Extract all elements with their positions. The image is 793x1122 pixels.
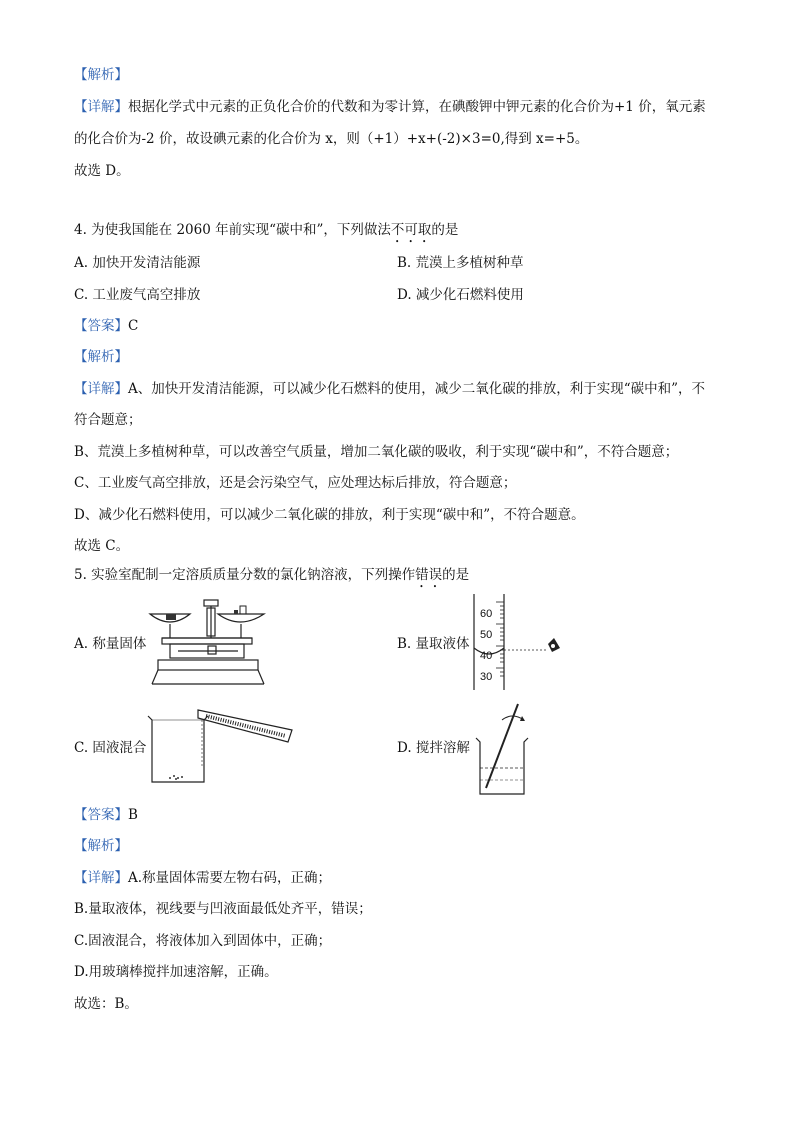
question-5-stem [74,565,469,591]
balance-scale-figure [148,598,268,688]
detail-text: 根据化学式中元素的正负化合价的代数和为零计算，在碘酸钾中钾元素的化合价为+1 价，氧元素 [128,99,706,115]
cylinder-mark-40: 40 [480,650,493,662]
q4-detail-d: D、减少化石燃料使用，可以减少二氧化碳的排放，利于实现“碳中和”，不符合题意。 [74,507,585,523]
q4-option-b: B. 荒漠上多植树种草 [397,255,524,271]
stem-text-end: 的是 [442,567,470,583]
solid-liquid-mixing-figure [146,706,298,786]
solid-on-right-pan [240,606,246,614]
q5-option-c-label: C. 固液混合 [74,740,147,756]
q4-option-c: C. 工业废气高空排放 [74,287,201,303]
q5-detail-c: C.固液混合，将液体加入到固体中，正确； [74,933,332,949]
q5-detail-a [74,868,331,888]
stem-emphasis: 不可取 [390,222,432,238]
answer-tag: 【答案】 [74,318,128,334]
stirring-dissolving-figure [472,698,542,798]
q5-answer [74,805,138,825]
eye-icon [548,638,560,652]
q4-option-d: D. 减少化石燃料使用 [397,287,524,303]
analysis-heading: 【解析】 [74,67,128,83]
detail-tag: 【详解】 [74,870,128,886]
stem-text-end: 的是 [431,222,459,238]
stem-emphasis: 错误 [415,567,443,583]
detail-paragraph [74,97,706,117]
detail-text: A.称量固体需要左物右码，正确； [128,870,332,886]
graduated-cylinder-figure [470,592,570,692]
stem-text: 4. 为使我国能在 2060 年前实现“碳中和”，下列做法 [74,222,391,238]
q5-option-b-label: B. 量取液体 [397,636,470,652]
tilted-test-tube [198,710,292,742]
solid-at-bottom [169,775,183,780]
stem-text: 5. 实验室配制一定溶质质量分数的氯化钠溶液，下列操作 [74,567,416,583]
cylinder-mark-50: 50 [480,629,493,641]
q5-option-d-label: D. 搅拌溶解 [397,740,470,756]
q4-detail-a [74,379,705,399]
q5-option-a-label: A. 称量固体 [74,636,147,652]
answer-value: B [128,807,138,823]
conclusion: 故选 D。 [74,163,130,179]
answer-tag: 【答案】 [74,807,128,823]
glass-rod [486,704,518,788]
weight-on-left-pan [166,614,176,620]
detail-text: A、加快开发清洁能源，可以减少化石燃料的使用，减少二氧化碳的排放，利于实现“碳中和”，不 [128,381,706,397]
answer-value: C [128,318,139,334]
q4-answer [74,316,138,336]
q5-analysis-heading: 【解析】 [74,838,128,854]
q4-analysis-heading: 【解析】 [74,349,128,365]
detail-tag: 【详解】 [74,99,128,115]
q4-detail-a-cont: 符合题意； [74,412,142,428]
question-4-stem [74,220,458,246]
q4-conclusion: 故选 C。 [74,538,130,554]
cylinder-mark-60: 60 [480,608,493,620]
detail-tag: 【详解】 [74,381,128,397]
q4-option-a: A. 加快开发清洁能源 [74,255,201,271]
q4-detail-b: B、荒漠上多植树种草，可以改善空气质量，增加二氧化碳的吸收，利于实现“碳中和”，不符合题意； [74,444,679,460]
cylinder-mark-30: 30 [480,671,493,683]
q5-conclusion: 故选：B。 [74,996,138,1012]
q5-detail-d: D.用玻璃棒搅拌加速溶解，正确。 [74,964,278,980]
detail-text-line: 的化合价为-2 价，故设碘元素的化合价为 x，则（+1）+x+(-2)×3=0,得到 x=+5。 [74,131,589,147]
q5-detail-b: B.量取液体，视线要与凹液面最低处齐平，错误； [74,901,372,917]
q4-detail-c: C、工业废气高空排放，还是会污染空气，应处理达标后排放，符合题意； [74,475,517,491]
